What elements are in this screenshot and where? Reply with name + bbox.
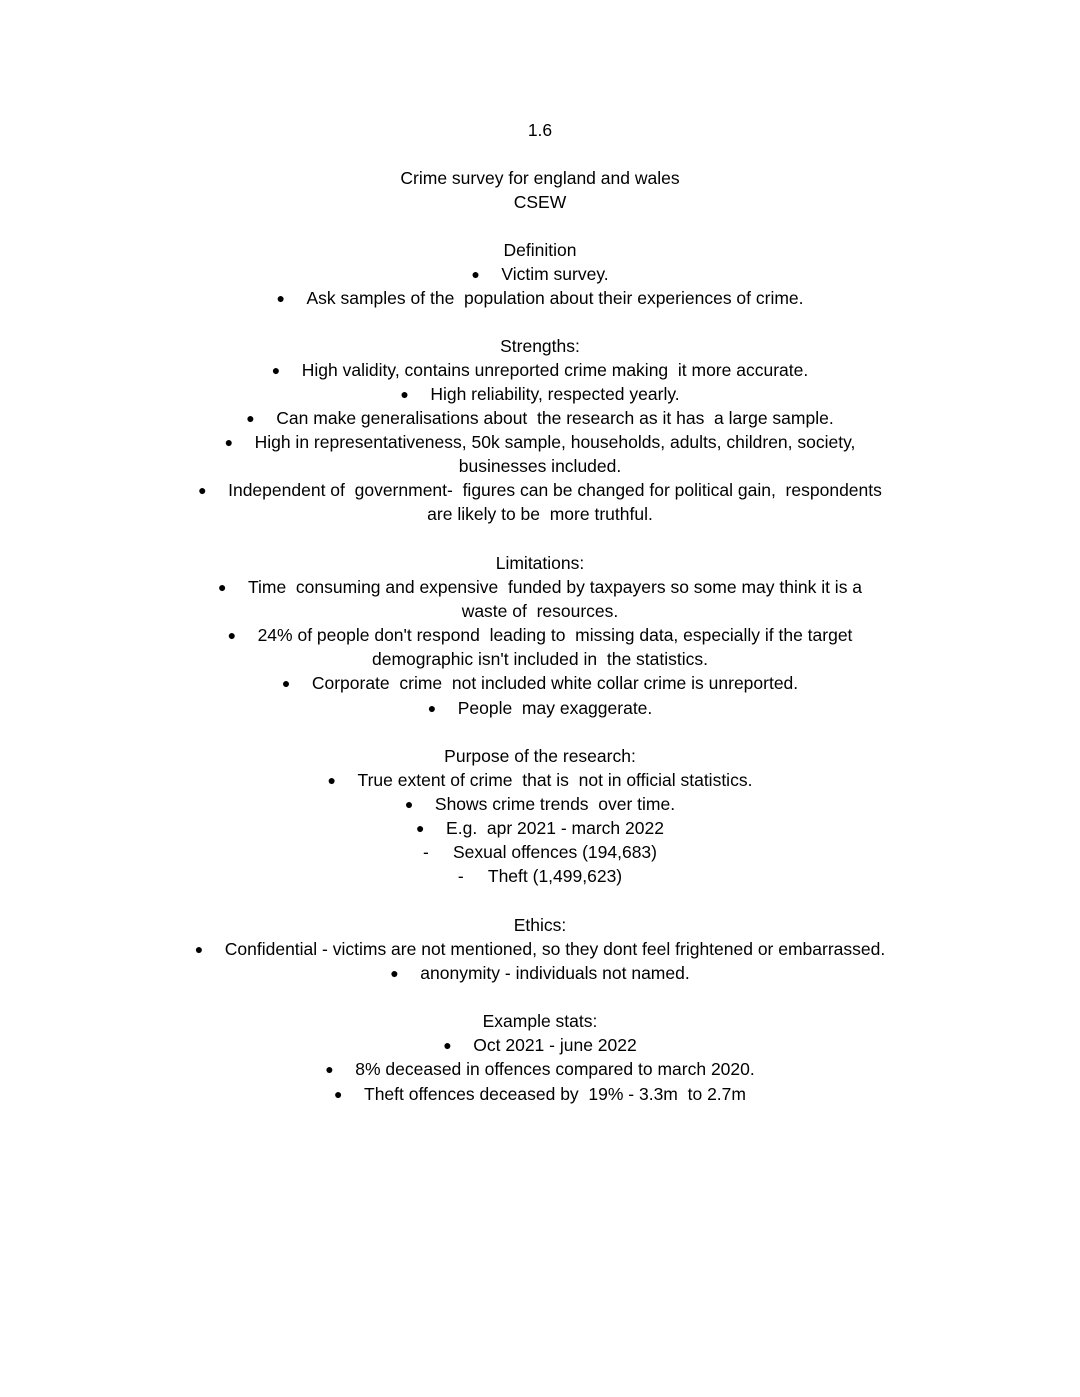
bullet-icon: ● xyxy=(224,434,234,450)
example-stats-item: ● Oct 2021 - june 2022 xyxy=(0,1033,1080,1058)
definition-item: ● Ask samples of the population about their experiences of crime. xyxy=(0,286,1080,311)
strengths-item: ● Can make generalisations about the research as it has a large sample. xyxy=(0,406,1080,431)
dash-icon: - xyxy=(423,842,429,862)
bullet-icon: ● xyxy=(334,1086,343,1102)
bullet-icon: ● xyxy=(217,579,227,595)
strengths-item-continuation: businesses included. xyxy=(458,456,622,476)
purpose-item: ● E.g. apr 2021 - march 2022 xyxy=(0,816,1080,841)
bullet-icon: ● xyxy=(325,1061,334,1077)
bullet-icon: ● xyxy=(443,1037,452,1053)
bullet-icon: ● xyxy=(400,386,409,402)
strengths-item: ● Independent of government- figures can be changed for political gain, respondents xyxy=(0,478,1080,503)
definition-item: ● Victim survey. xyxy=(0,262,1080,287)
limitations-item-continuation: waste of resources. xyxy=(461,601,619,621)
example-stats-item: ● 8% deceased in offences compared to march 2020. xyxy=(0,1057,1080,1082)
bullet-icon: ● xyxy=(276,290,285,306)
document-title: Crime survey for england and wales xyxy=(400,168,680,188)
document-subtitle: CSEW xyxy=(513,192,567,212)
strengths-heading: Strengths: xyxy=(500,336,580,356)
bullet-icon: ● xyxy=(198,482,207,498)
ethics-heading: Ethics: xyxy=(513,915,567,935)
purpose-subitem: - Sexual offences (194,683) xyxy=(423,842,657,862)
bullet-icon: ● xyxy=(271,362,281,378)
definition-heading: Definition xyxy=(503,240,577,260)
ethics-item: ● Confidential - victims are not mentioned, so they dont feel frightened or embarrassed. xyxy=(0,937,1080,962)
example-stats-heading: Example stats: xyxy=(482,1011,598,1031)
strengths-item: ● High in representativeness, 50k sample, households, adults, children, society, xyxy=(0,430,1080,455)
purpose-item: ● Shows crime trends over time. xyxy=(0,792,1080,817)
limitations-item: ● Corporate crime not included white collar crime is unreported. xyxy=(0,671,1080,696)
bullet-icon: ● xyxy=(227,627,237,643)
limitations-item: ● Time consuming and expensive funded by taxpayers so some may think it is a xyxy=(0,575,1080,600)
strengths-item: ● High validity, contains unreported crime making it more accurate. xyxy=(0,358,1080,383)
bullet-icon: ● xyxy=(246,410,255,426)
purpose-heading: Purpose of the research: xyxy=(444,746,636,766)
bullet-icon: ● xyxy=(281,675,291,691)
bullet-icon: ● xyxy=(404,796,414,812)
bullet-icon: ● xyxy=(427,700,437,716)
bullet-icon: ● xyxy=(327,772,337,788)
example-stats-item: ● Theft offences deceased by 19% - 3.3m to 2.7m xyxy=(0,1082,1080,1107)
limitations-item-continuation: demographic isn't included in the statistics. xyxy=(371,649,708,669)
purpose-subitem: - Theft (1,499,623) xyxy=(457,866,623,886)
limitations-heading: Limitations: xyxy=(495,553,585,573)
purpose-item: ● True extent of crime that is not in official statistics. xyxy=(0,768,1080,793)
limitations-item: ● People may exaggerate. xyxy=(0,696,1080,721)
limitations-item: ● 24% of people don't respond leading to missing data, especially if the target xyxy=(0,623,1080,648)
ethics-item: ● anonymity - individuals not named. xyxy=(0,961,1080,986)
bullet-icon: ● xyxy=(194,941,204,957)
strengths-item: ● High reliability, respected yearly. xyxy=(0,382,1080,407)
bullet-icon: ● xyxy=(390,965,399,981)
strengths-item-continuation: are likely to be more truthful. xyxy=(427,504,653,524)
bullet-icon: ● xyxy=(416,820,425,836)
bullet-icon: ● xyxy=(471,266,480,282)
page-number: 1.6 xyxy=(527,120,553,140)
dash-icon: - xyxy=(457,866,464,886)
